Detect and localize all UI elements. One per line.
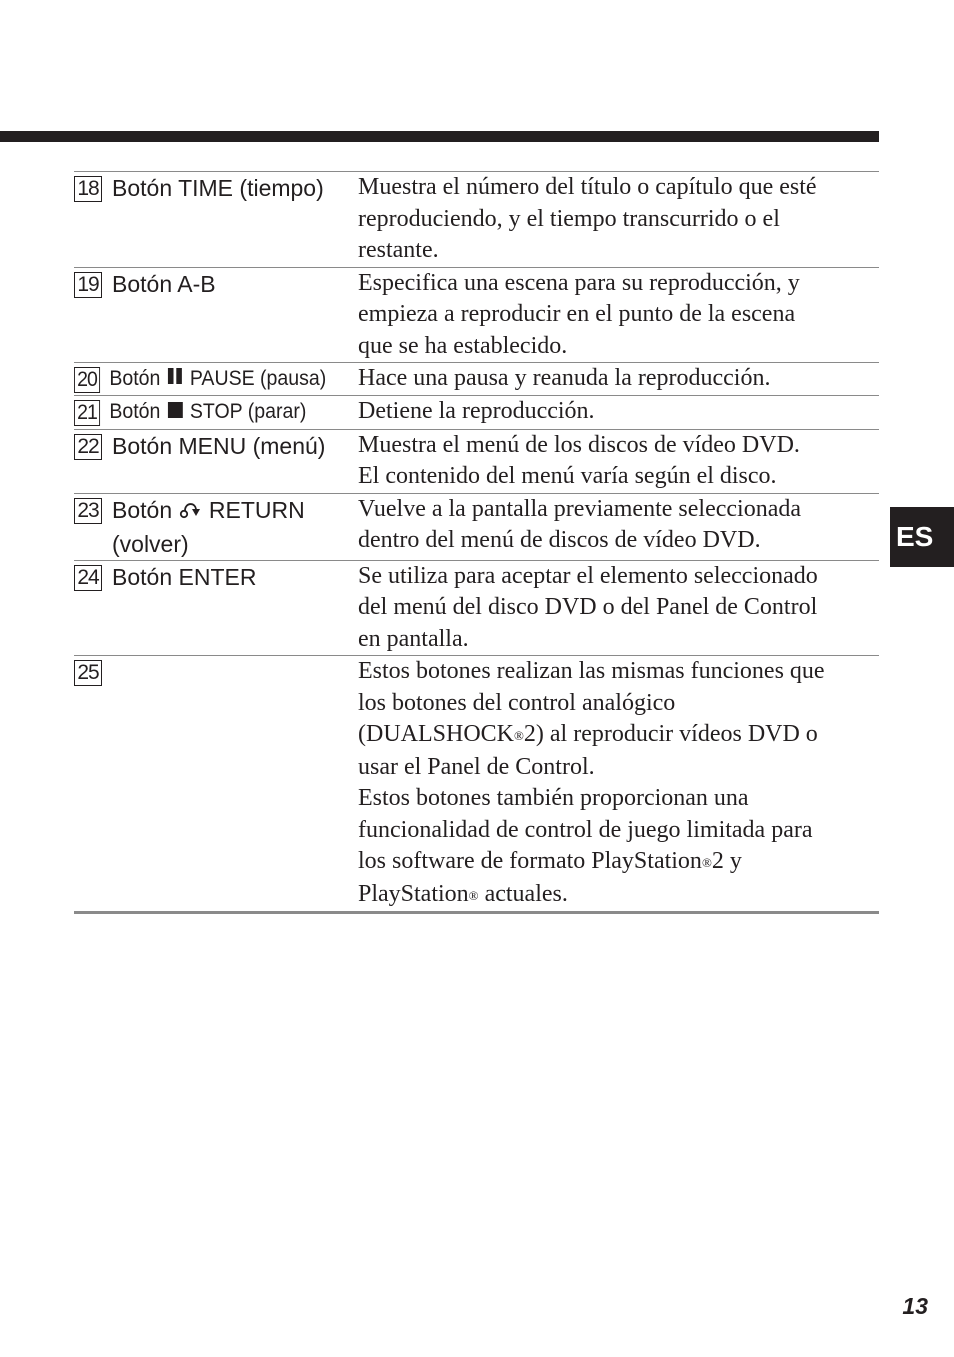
table-row: [74, 396, 879, 429]
description-line: funcionalidad de control de juego limitada para: [358, 816, 813, 843]
item-label: [74, 561, 358, 593]
button-name-prefix: Botón: [109, 400, 161, 424]
item-label: [74, 172, 358, 204]
table-row: [74, 363, 879, 396]
description-line: dentro del menú de discos de vídeo DVD.: [358, 527, 761, 554]
description-fragment: PlayStation: [358, 880, 469, 907]
button-name-suffix: RETURN: [208, 496, 305, 523]
table-row: [74, 267, 879, 363]
description-line: Detiene la reproducción.: [358, 398, 595, 425]
item-label: [74, 268, 358, 300]
item-label: [74, 396, 338, 428]
description-line: restante.: [358, 237, 439, 263]
item-number-badge: 21: [74, 400, 100, 426]
description-line: Especifica una escena para su reproducción, y: [358, 269, 800, 296]
return-arrow-icon: [179, 496, 203, 528]
table-row: [74, 429, 879, 493]
description-fragment: los software de formato PlayStation: [358, 848, 702, 875]
button-description-table: [74, 171, 879, 914]
table-row: [74, 172, 879, 268]
description-line: del menú del disco DVD o del Panel de Control: [358, 594, 818, 621]
description-line: El contenido del menú varía según el disco.: [358, 463, 777, 490]
item-label: [74, 430, 358, 462]
item-description: [358, 493, 879, 560]
description-line: Hace una pausa y reanuda la reproducción.: [358, 365, 771, 391]
table-row: [74, 656, 879, 913]
top-rule: [0, 131, 879, 142]
button-name-line2: (volver): [112, 530, 189, 557]
description-line: [358, 879, 879, 912]
description-line: Estos botones también proporcionan una: [358, 785, 749, 812]
item-number-badge: 24: [74, 565, 102, 591]
description-line: Estos botones realizan las mismas funciones que: [358, 658, 825, 685]
description-line: usar el Panel de Control.: [358, 753, 595, 780]
description-line: empieza a reproducir en el punto de la escena: [358, 301, 796, 327]
description-fragment: (DUALSHOCK: [358, 721, 514, 748]
button-name-prefix: Botón: [109, 367, 161, 390]
description-fragment: 2) al reproducir vídeos DVD o: [523, 721, 818, 748]
item-description: [358, 267, 879, 363]
description-line: Muestra el menú de los discos de vídeo DVD.: [358, 431, 800, 458]
item-number-badge: 19: [74, 272, 102, 298]
item-label: [74, 363, 338, 395]
item-number-badge: 18: [74, 176, 102, 202]
description-line: Se utiliza para aceptar el elemento seleccionado: [358, 562, 818, 589]
item-description: [358, 363, 879, 396]
table-row: [74, 560, 879, 656]
item-label: [74, 656, 358, 686]
button-name: Botón A-B: [112, 270, 216, 297]
item-label: [74, 494, 358, 560]
stop-icon: [166, 397, 185, 429]
description-line: [358, 846, 879, 879]
item-description: [358, 560, 879, 656]
item-number-badge: 22: [74, 434, 102, 460]
item-description: [358, 396, 879, 429]
item-number-badge: 20: [74, 367, 100, 393]
button-name: Botón ENTER: [112, 563, 257, 590]
item-description: [358, 429, 879, 493]
language-tab: ES: [890, 507, 954, 567]
item-description: [358, 172, 879, 268]
button-name-suffix: PAUSE (pausa): [189, 367, 327, 390]
description-line: Vuelve a la pantalla previamente seleccionada: [358, 495, 801, 522]
description-line: en pantalla.: [358, 625, 469, 652]
registered-mark: ®: [701, 855, 712, 871]
description-fragment: actuales.: [478, 880, 568, 907]
registered-mark: ®: [468, 887, 479, 903]
description-line: que se ha establecido.: [358, 332, 568, 359]
description-line: los botones del control analógico: [358, 689, 676, 716]
page-number: 13: [902, 1293, 928, 1319]
description-line: reproduciendo, y el tiempo transcurrido o el: [358, 205, 780, 232]
table-row: [74, 493, 879, 560]
button-name-prefix: Botón: [112, 496, 173, 523]
description-line: [358, 719, 879, 752]
description-line: Muestra el número del título o capítulo que esté: [358, 174, 817, 200]
registered-mark: ®: [514, 728, 524, 744]
button-name: Botón MENU (menú): [112, 432, 326, 459]
description-fragment: 2 y: [711, 848, 742, 875]
pause-icon: [166, 363, 185, 395]
button-name-suffix: STOP (parar): [189, 400, 307, 424]
button-name: Botón TIME (tiempo): [112, 175, 324, 201]
item-number-badge: 23: [74, 498, 102, 524]
item-number-badge: 25: [74, 660, 102, 686]
item-description: [358, 656, 879, 913]
